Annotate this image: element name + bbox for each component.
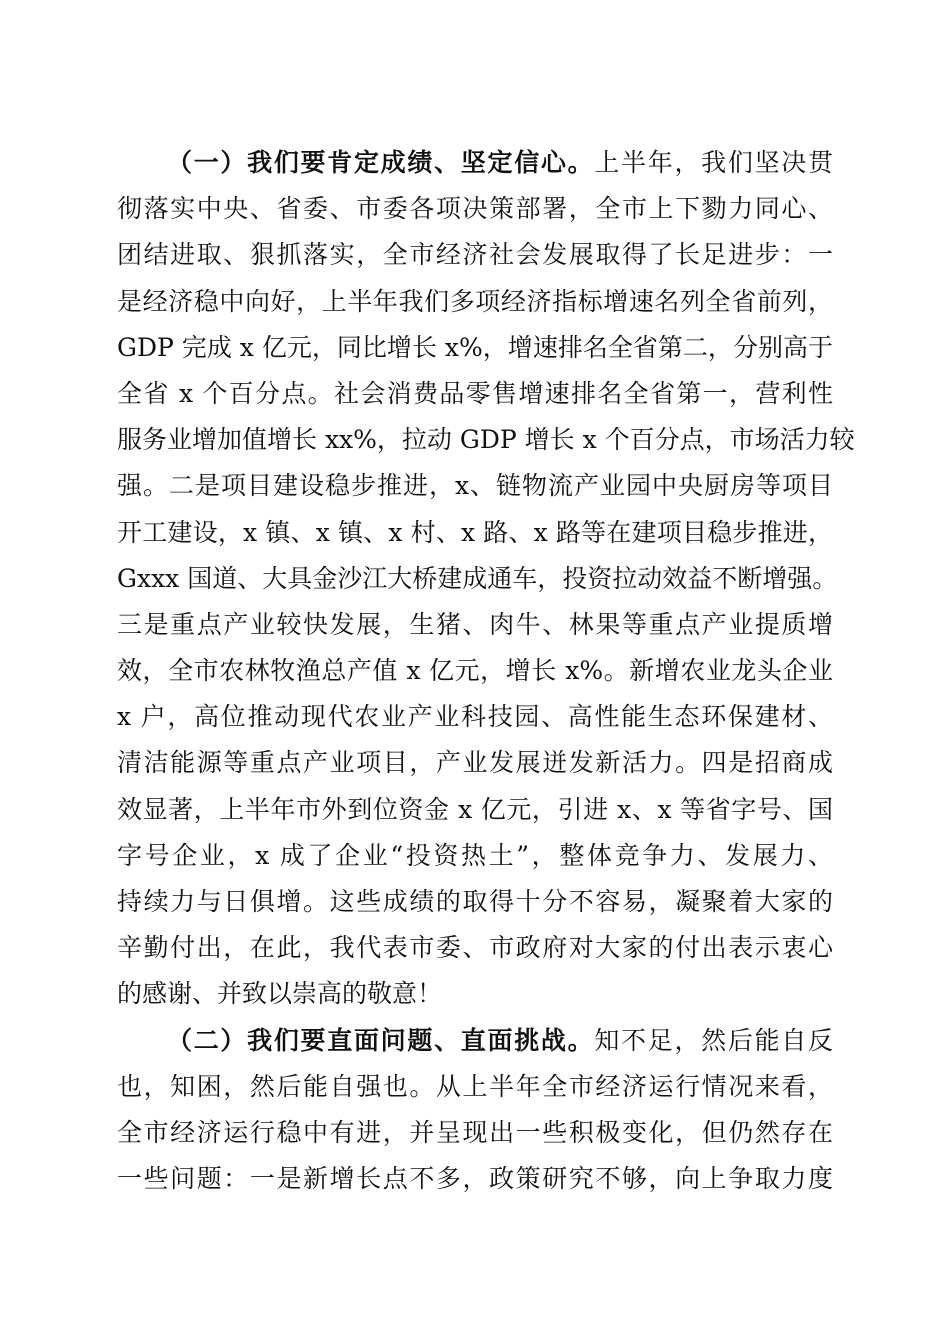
paragraph-1-line-13: x 户，高位推动现代农业产业科技园、高性能生态环保建材、 [117,702,833,732]
line-text: 上半年，我们坚决贯 [594,148,833,177]
paragraph-1-line-8: 强。二是项目建设稳步推进，x、链物流产业园中央厨房等项目 [117,471,833,501]
paragraph-1-line-1 [117,140,833,186]
paragraph-2-line-4: 一些问题：一是新增长点不多，政策研究不够，向上争取力度 [117,1164,833,1194]
section-heading-1: （一）我们要肯定成绩、坚定信心。 [167,148,595,177]
paragraph-1-line-6: 全省 x 个百分点。社会消费品零售增速排名全省第一，营利性 [117,378,833,408]
paragraph-2-line-3: 全市经济运行稳中有进，并呈现出一些积极变化，但仍然存在 [117,1117,833,1147]
paragraph-1-line-19: 的感谢、并致以崇高的敬意！ [117,979,443,1009]
paragraph-1-line-14: 清洁能源等重点产业项目，产业发展迸发新活力。四是招商成 [117,748,833,778]
paragraph-1-line-16: 字号企业，x 成了企业“投资热土”，整体竞争力、发展力、 [117,840,833,870]
line-text: 知不足，然后能自反 [594,1025,833,1055]
document-body [117,140,855,1202]
paragraph-2-line-1 [117,1018,833,1064]
paragraph-1-line-15: 效显著，上半年市外到位资金 x 亿元，引进 x、x 等省字号、国 [117,794,833,824]
paragraph-1-line-11: 三是重点产业较快发展，生猪、肉牛、林果等重点产业提质增 [117,609,833,639]
paragraph-1-line-12: 效，全市农林牧渔总产值 x 亿元，增长 x%。新增农业龙头企业 [117,656,833,686]
paragraph-1-line-9: 开工建设，x 镇、x 镇、x 村、x 路、x 路等在建项目稳步推进， [117,517,833,547]
paragraph-1-line-10: Gxxx 国道、大具金沙江大桥建成通车，投资拉动效益不断增强。 [117,563,838,593]
paragraph-1-line-4: 是经济稳中向好，上半年我们多项经济指标增速名列全省前列， [117,286,833,316]
paragraph-1-line-17: 持续力与日俱增。这些成绩的取得十分不容易，凝聚着大家的 [117,887,833,916]
paragraph-1-line-3: 团结进取、狠抓落实，全市经济社会发展取得了长足进步：一 [117,240,833,270]
paragraph-1-line-2: 彻落实中央、省委、市委各项决策部署，全市上下勠力同心、 [117,194,833,224]
paragraph-1-line-5: GDP 完成 x 亿元，同比增长 x%，增速排名全省第二，分别高于 [117,332,833,362]
section-heading-2: （二）我们要直面问题、直面挑战。 [167,1025,595,1055]
paragraph-2-line-2: 也，知困，然后能自强也。从上半年全市经济运行情况来看， [117,1071,833,1101]
paragraph-1-line-18: 辛勤付出，在此，我代表市委、市政府对大家的付出表示衷心 [117,933,833,963]
paragraph-1-line-7: 服务业增加值增长 xx%，拉动 GDP 增长 x 个百分点，市场活力较 [117,425,855,455]
